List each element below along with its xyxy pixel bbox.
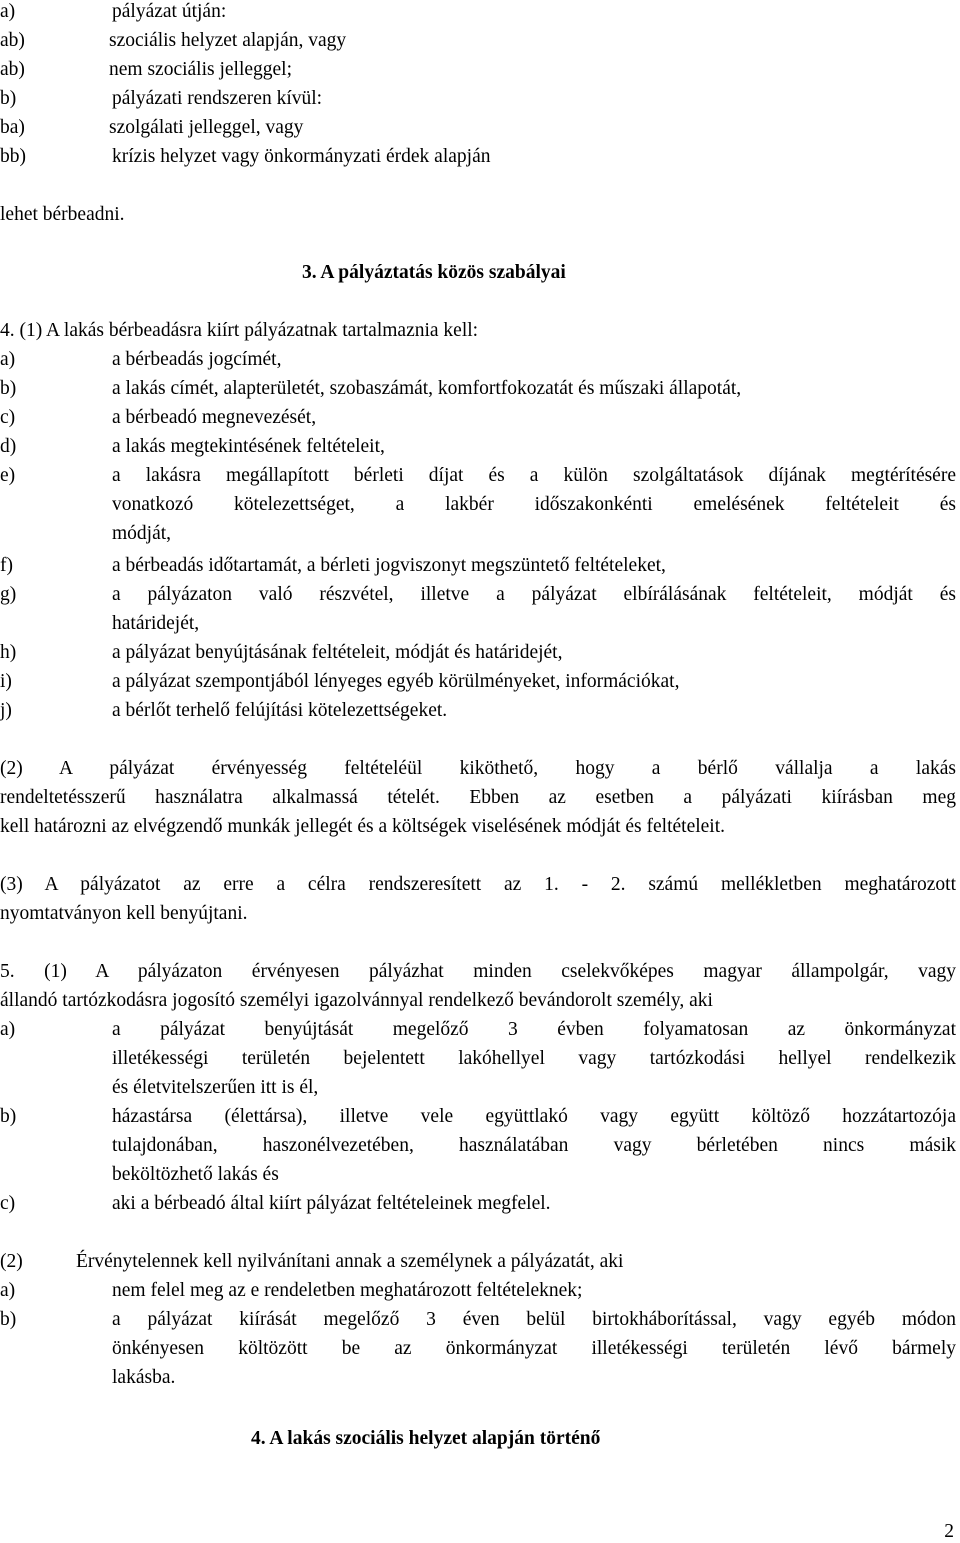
item-text-line: vonatkozó kötelezettséget, a lakbér időszakonkénti emelésének feltételeit és xyxy=(112,494,956,515)
item-label: i) xyxy=(0,671,12,692)
item-text: a bérlőt terhelő felújítási kötelezettségeket. xyxy=(112,700,448,721)
item-text-line: illetékességi területén bejelentett lakóhellyel vagy tartózkodási hellyel rendelkezik xyxy=(112,1048,956,1069)
item-text: a lakás címét, alapterületét, szobaszámát, komfortfokozatát és műszaki állapotát, xyxy=(112,378,742,399)
item-text-line: és életvitelszerűen itt is él, xyxy=(112,1077,319,1098)
item-label: f) xyxy=(0,555,13,576)
paragraph-line: (2) A pályázat érvényesség feltételéül kiköthető, hogy a bérlő vállalja a lakás xyxy=(0,758,956,779)
item-label: b) xyxy=(0,378,17,399)
item-label: d) xyxy=(0,436,17,457)
item-text: a pályázat szempontjából lényeges egyéb körülményeket, információkat, xyxy=(112,671,680,692)
item-text-line: lakásba. xyxy=(112,1367,176,1388)
item-label: ab) xyxy=(0,30,25,51)
item-text-line: beköltözhető lakás és xyxy=(112,1164,279,1185)
item-label: b) xyxy=(0,1309,17,1330)
item-text: a bérbeadó megnevezését, xyxy=(112,407,317,428)
item-text: pályázat útján: xyxy=(112,1,227,22)
paragraph-line: állandó tartózkodásra jogosító személyi igazolvánnyal rendelkező bevándorolt személy, aki xyxy=(0,990,713,1011)
item-text: krízis helyzet vagy önkormányzati érdek alapján xyxy=(112,146,491,167)
item-label: a) xyxy=(0,1280,16,1301)
lehet-line: lehet bérbeadni. xyxy=(0,204,125,225)
section-heading-3: 3. A pályáztatás közös szabályai xyxy=(302,262,566,283)
item-text-line: tulajdonában, haszonélvezetében, használatában vagy bérletében nincs másik xyxy=(112,1135,956,1156)
item-label: a) xyxy=(0,1019,16,1040)
item-label: bb) xyxy=(0,146,26,167)
item-label: c) xyxy=(0,407,16,428)
item-text-line: módját, xyxy=(112,523,172,544)
item-text: aki a bérbeadó által kiírt pályázat feltételeinek megfelel. xyxy=(112,1193,551,1214)
item-text: a pályázat benyújtásának feltételeit, módját és határidejét, xyxy=(112,642,563,663)
item-text-line: házastársa (élettársa), illetve vele együttlakó vagy együtt költöző hozzátartozója xyxy=(112,1106,956,1127)
item-text-line: a pályázat benyújtását megelőző 3 évben folyamatosan az önkormányzat xyxy=(112,1019,956,1040)
item-text: a bérbeadás jogcímét, xyxy=(112,349,282,370)
item-text: nem felel meg az e rendeletben meghatározott feltételeknek; xyxy=(112,1280,583,1301)
section-4-intro: 4. (1) A lakás bérbeadásra kiírt pályázatnak tartalmaznia kell: xyxy=(0,320,479,341)
item-label: b) xyxy=(0,1106,17,1127)
item-label: j) xyxy=(0,700,12,721)
paragraph-line: 5. (1) A pályázaton érvényesen pályázhat minden cselekvőképes magyar állampolgár, vagy xyxy=(0,961,956,982)
page-number: 2 xyxy=(944,1521,954,1542)
item-label: a) xyxy=(0,1,16,22)
item-label: h) xyxy=(0,642,17,663)
paragraph-line: rendeltetésszerű használatra alkalmassá tételét. Ebben az esetben a pályázati kiírásban meg xyxy=(0,787,956,808)
paragraph-line: nyomtatványon kell benyújtani. xyxy=(0,903,248,924)
item-text: pályázati rendszeren kívül: xyxy=(112,88,323,109)
item-label: g) xyxy=(0,584,17,605)
item-text: nem szociális jelleggel; xyxy=(109,59,293,80)
item-text: szolgálati jelleggel, vagy xyxy=(109,117,304,138)
item-text-line: a pályázat kiírását megelőző 3 éven belül birtokháborítással, vagy egyéb módon xyxy=(112,1309,956,1330)
item-text: a bérbeadás időtartamát, a bérleti jogviszonyt megszüntető feltételeket, xyxy=(112,555,666,576)
item-text-line: a lakásra megállapított bérleti díjat és a külön szolgáltatások díjának megtérítésére xyxy=(112,465,956,486)
item-label: e) xyxy=(0,465,16,486)
item-text: a lakás megtekintésének feltételeit, xyxy=(112,436,385,457)
item-label: b) xyxy=(0,88,17,109)
paragraph-label: (2) xyxy=(0,1251,23,1272)
paragraph-text: Érvénytelennek kell nyilvánítani annak a személynek a pályázatát, aki xyxy=(76,1251,624,1272)
section-heading-4: 4. A lakás szociális helyzet alapján történő xyxy=(251,1428,601,1449)
item-label: ab) xyxy=(0,59,25,80)
item-text-line: önkényesen költözött be az önkormányzat illetékességi területén lévő bármely xyxy=(112,1338,956,1359)
paragraph-line: kell határozni az elvégzendő munkák jellegét és a költségek viselésének módját és feltételeit. xyxy=(0,816,726,837)
item-text-line: a pályázaton való részvétel, illetve a pályázat elbírálásának feltételeit, módját és xyxy=(112,584,956,605)
item-label: ba) xyxy=(0,117,25,138)
item-text-line: határidejét, xyxy=(112,613,200,634)
item-label: a) xyxy=(0,349,16,370)
item-text: szociális helyzet alapján, vagy xyxy=(109,30,347,51)
item-label: c) xyxy=(0,1193,16,1214)
paragraph-line: (3) A pályázatot az erre a célra rendszeresített az 1. - 2. számú mellékletben meghatározott xyxy=(0,874,956,895)
